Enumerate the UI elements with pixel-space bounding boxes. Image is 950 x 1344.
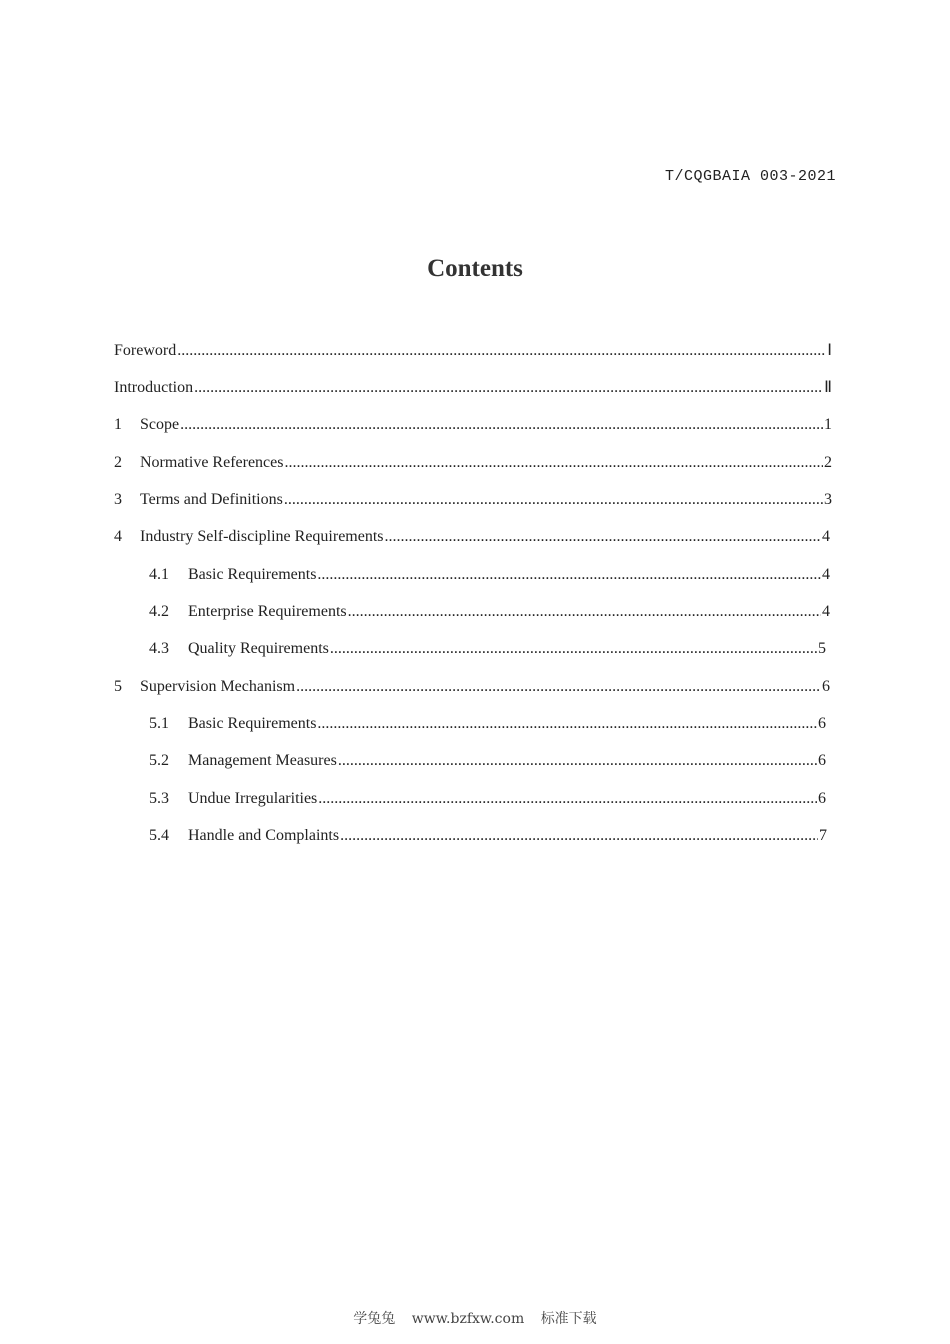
toc-entry-management-measures[interactable] — [149, 750, 826, 772]
toc-leader-dots — [317, 564, 821, 586]
toc-leader-dots — [330, 638, 817, 660]
toc-leader-dots — [177, 340, 826, 362]
toc-entry-label: Normative References — [140, 454, 284, 471]
toc-entry-page: Ⅱ — [824, 379, 832, 396]
toc-entry-page: 6 — [822, 678, 830, 695]
toc-entry-number: 4.2 — [149, 603, 169, 620]
toc-entry-page: 4 — [822, 603, 830, 620]
toc-entry-industry-self-discipline[interactable] — [114, 526, 830, 548]
toc-entry-number: 2 — [114, 454, 122, 471]
toc-entry-scope[interactable] — [114, 414, 832, 436]
toc-entry-label: Undue Irregularities — [188, 790, 318, 807]
toc-entry-enterprise-requirements[interactable] — [149, 601, 830, 623]
page-title: Contents — [427, 255, 523, 282]
toc-entry-quality-requirements[interactable] — [149, 638, 826, 660]
toc-entry-number: 5.2 — [149, 752, 169, 769]
footer-site-desc: 标准下载 — [540, 1311, 597, 1327]
toc-entry-number: 4 — [114, 528, 122, 545]
toc-leader-dots — [296, 676, 821, 698]
footer-watermark — [0, 1308, 950, 1328]
toc-leader-dots — [318, 788, 817, 810]
toc-entry-number: 5.3 — [149, 790, 169, 807]
toc-leader-dots — [317, 713, 817, 735]
toc-entry-page: 3 — [824, 491, 832, 508]
toc-leader-dots — [284, 489, 823, 511]
document-code: T/CQGBAIA 003-2021 — [664, 168, 836, 185]
footer-site-url[interactable]: www.bzfxw.com — [411, 1311, 525, 1327]
toc-entry-label: Introduction — [114, 379, 194, 396]
toc-entry-page: 4 — [822, 528, 830, 545]
toc-leader-dots — [194, 377, 823, 399]
toc-entry-label: Supervision Mechanism — [140, 678, 296, 695]
toc-entry-page: 1 — [824, 416, 832, 433]
toc-entry-page: 4 — [822, 566, 830, 583]
toc-entry-supervision-mechanism[interactable] — [114, 676, 830, 698]
toc-entry-number: 3 — [114, 491, 122, 508]
toc-entry-foreword[interactable] — [114, 340, 832, 362]
toc-entry-normative-references[interactable] — [114, 452, 832, 474]
toc-entry-label: Industry Self-discipline Requirements — [140, 528, 384, 545]
toc-entry-label: Foreword — [114, 342, 177, 359]
toc-leader-dots — [348, 601, 821, 623]
toc-entry-label: Scope — [140, 416, 180, 433]
toc-entry-basic-requirements-4-1[interactable] — [149, 564, 830, 586]
toc-entry-page: Ⅰ — [827, 342, 832, 359]
toc-entry-number: 5.1 — [149, 715, 169, 732]
toc-leader-dots — [180, 414, 823, 436]
toc-entry-label: Quality Requirements — [188, 640, 329, 657]
toc-entry-introduction[interactable] — [114, 377, 832, 399]
toc-entry-number: 1 — [114, 416, 122, 433]
toc-entry-basic-requirements-5-1[interactable] — [149, 713, 826, 735]
toc-leader-dots — [340, 825, 818, 847]
toc-entry-label: Terms and Definitions — [140, 491, 283, 508]
toc-entry-page: 5 — [818, 640, 826, 657]
toc-entry-terms-definitions[interactable] — [114, 489, 832, 511]
toc-entry-label: Basic Requirements — [188, 566, 317, 583]
toc-entry-page: 6 — [818, 752, 826, 769]
toc-entry-page: 6 — [818, 790, 826, 807]
toc-entry-label: Basic Requirements — [188, 715, 317, 732]
toc-entry-number: 5 — [114, 678, 122, 695]
toc-entry-page: 2 — [824, 454, 832, 471]
toc-entry-label: Management Measures — [188, 752, 337, 769]
toc-entry-handle-complaints[interactable] — [149, 825, 827, 847]
toc-entry-label: Enterprise Requirements — [188, 603, 347, 620]
toc-entry-number: 4.3 — [149, 640, 169, 657]
toc-entry-number: 5.4 — [149, 827, 169, 844]
toc-leader-dots — [385, 526, 821, 548]
footer-site-name: 学兔兔 — [353, 1311, 396, 1327]
toc-entry-undue-irregularities[interactable] — [149, 788, 826, 810]
toc-entry-page: 6 — [818, 715, 826, 732]
toc-leader-dots — [284, 452, 823, 474]
toc-leader-dots — [338, 750, 817, 772]
toc-entry-number: 4.1 — [149, 566, 169, 583]
toc-entry-page: 7 — [819, 827, 827, 844]
toc-entry-label: Handle and Complaints — [188, 827, 340, 844]
